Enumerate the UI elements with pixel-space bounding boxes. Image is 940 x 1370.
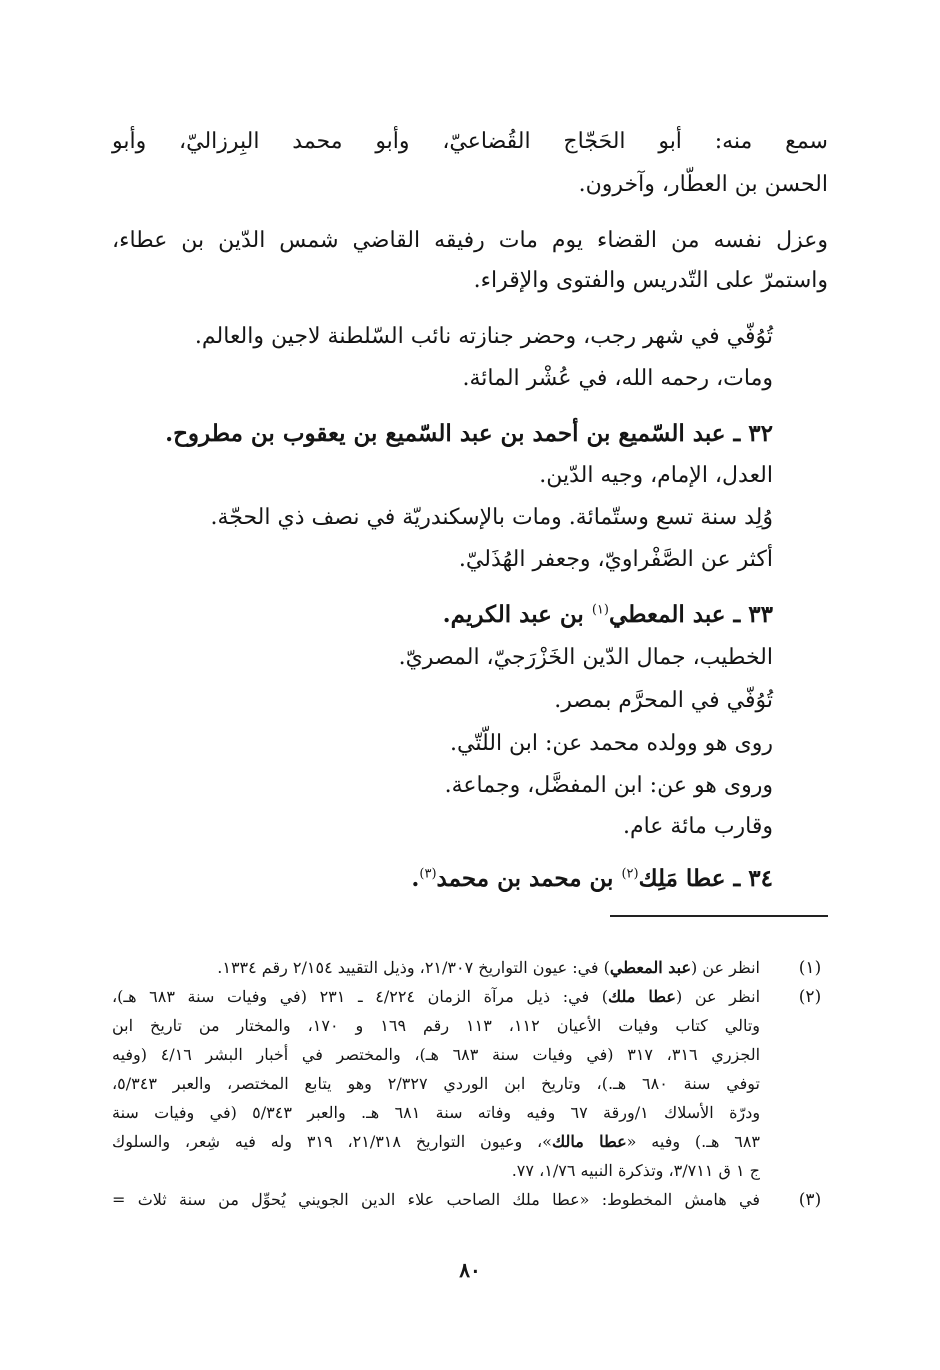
- paragraph-line: واستمرّ على التّدريس والفتوى والإقراء.: [473, 268, 828, 293]
- paragraph-line: الحسن بن العطّار، وآخرون.: [578, 172, 828, 197]
- paragraph-line: ومات، رحمه الله، في عُشْر المائة.: [462, 366, 773, 391]
- footnote-text: انظر عن (: [691, 958, 760, 977]
- entry-line: روى هو وولده محمد عن: ابن اللّتّي.: [449, 731, 773, 756]
- footnote-line: توفي سنة ٦٨٠ هـ.)، وتاريخ ابن الوردي ٢/٣٢٧ وهو يتابع المختصر، والعبر ٥/٣٤٣،: [112, 1074, 761, 1093]
- footnote-bold: عطا ملك: [607, 987, 676, 1006]
- footnote-bold: عطا مالك: [551, 1132, 627, 1151]
- entry-line: وروى هو عن: ابن المفضَّل، وجماعة.: [444, 773, 773, 798]
- footnote-marker: (٢): [621, 866, 639, 882]
- footnote-line: [112, 984, 760, 1010]
- heading-text: ٣٣ ـ عبد المعطي: [608, 601, 773, 628]
- footnote-line: [112, 1129, 760, 1155]
- entry-line: العدل، الإمام، وجيه الدّين.: [539, 463, 773, 488]
- footnote-text: ) في: ذيل مرآة الزمان ٤/٢٢٤ ـ ٢٣١ (في وفيات سنة ٦٨٣ هـ)،: [112, 987, 608, 1006]
- footnote-text: »، وعيون التواريخ ٢١/٣١٨، ٣١٩ وله فيه شِعر، والسلوك: [112, 1132, 552, 1151]
- entry-line: الخطيب، جمال الدّين الخَزْرَجيّ، المصريّ.: [398, 645, 773, 670]
- footnote-number: (١): [798, 958, 822, 978]
- paragraph-line: وعزل نفسه من القضاء يوم مات رفيقه القاضي شمس الدّين بن عطاء،: [112, 228, 828, 253]
- footnote-number: (٢): [798, 987, 822, 1007]
- footnote-line: وتالي كتاب وفيات الأعيان ١١٢، ١١٣ رقم ١٦٩ و ١٧٠، والمختار من تاريخ ابن: [112, 1016, 760, 1035]
- footnote-text: ) في: عيون التواريخ ٢١/٣٠٧، وذيل التقييد ٢/١٥٤ رقم ١٣٣٤.: [217, 958, 610, 977]
- footnote-bold: عبد المعطي: [609, 958, 691, 977]
- heading-text: ٣٤ ـ عطا مَلِك: [638, 865, 773, 892]
- paragraph-line: سمع منه: أبو الحَجّاج القُضاعيّ، وأبو محمد البِرزاليّ، وأبو: [112, 129, 828, 154]
- entry-heading-34: [112, 864, 773, 894]
- heading-text: .: [411, 865, 420, 892]
- heading-text: بن عبد الكريم.: [442, 601, 592, 628]
- footnote-number: (٣): [798, 1190, 822, 1210]
- footnote-line: ودرّة الأسلاك ١/ورقة ٦٧ وفيه وفاته سنة ٦٨١ هـ. والعبر ٥/٣٤٣ (في وفيات سنة: [112, 1103, 761, 1122]
- entry-line: أكثر عن الصَّفْراويّ، وجعفر الهُذَليّ.: [458, 547, 773, 572]
- footnote-marker: (٣): [419, 866, 437, 882]
- heading-text: بن محمد بن محمد: [436, 865, 622, 892]
- footnote-text: ٦٨٣ هـ.) وفيه «: [626, 1132, 761, 1151]
- paragraph-line: تُوُفّي في شهر رجب، وحضر جنازته نائب السّلطنة لاجين والعالم.: [194, 324, 773, 349]
- entry-heading-33: [112, 600, 773, 630]
- page-number: ٨٠: [459, 1258, 481, 1282]
- footnote-line: ج ١ ق ٣/٧١١، وتذكرة النبيه ١/٧٦، ٧٧.: [511, 1161, 760, 1180]
- entry-heading-32: ٣٢ ـ عبد السّميع بن أحمد بن عبد السّميع بن يعقوب بن مطروح.: [165, 420, 773, 447]
- entry-line: وقارب مائة عام.: [622, 814, 773, 839]
- footnote-line: الجزري ٣١٦، ٣١٧ (في وفيات سنة ٦٨٣ هـ)، والمختصر في أخبار البشر ٤/١٦ (وفيه: [112, 1045, 761, 1064]
- footnote-text: انظر عن (: [675, 987, 761, 1006]
- footnote-line: في هامش المخطوط: «عطا ملك الصاحب علاء الدين الجويني يُحوِّل من سنة ثلاث =: [112, 1190, 760, 1209]
- entry-line: تُوُفّي في المحرَّم بمصر.: [554, 688, 773, 713]
- entry-line: وُلِد سنة تسع وستّمائة. ومات بالإسكندريّة في نصف ذي الحجّة.: [210, 505, 773, 530]
- footnote-marker: (١): [591, 602, 609, 618]
- footnote-separator: [610, 915, 828, 917]
- footnote-line: [112, 955, 760, 981]
